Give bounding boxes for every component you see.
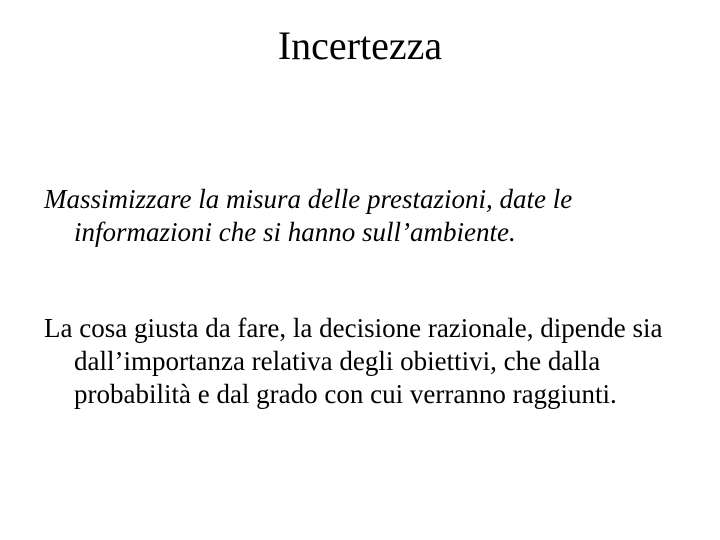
paragraph-rational-decision: La cosa giusta da fare, la decisione razionale, dipende sia dall’importanza relativa degli obiettivi, che dalla probabilità e dal grado con cui verranno raggiunti.	[44, 313, 663, 409]
paragraph-goal: Massimizzare la misura delle prestazioni, date le informazioni che si hanno sull’ambiente.	[44, 184, 573, 247]
slide-title: Incertezza	[277, 23, 443, 68]
